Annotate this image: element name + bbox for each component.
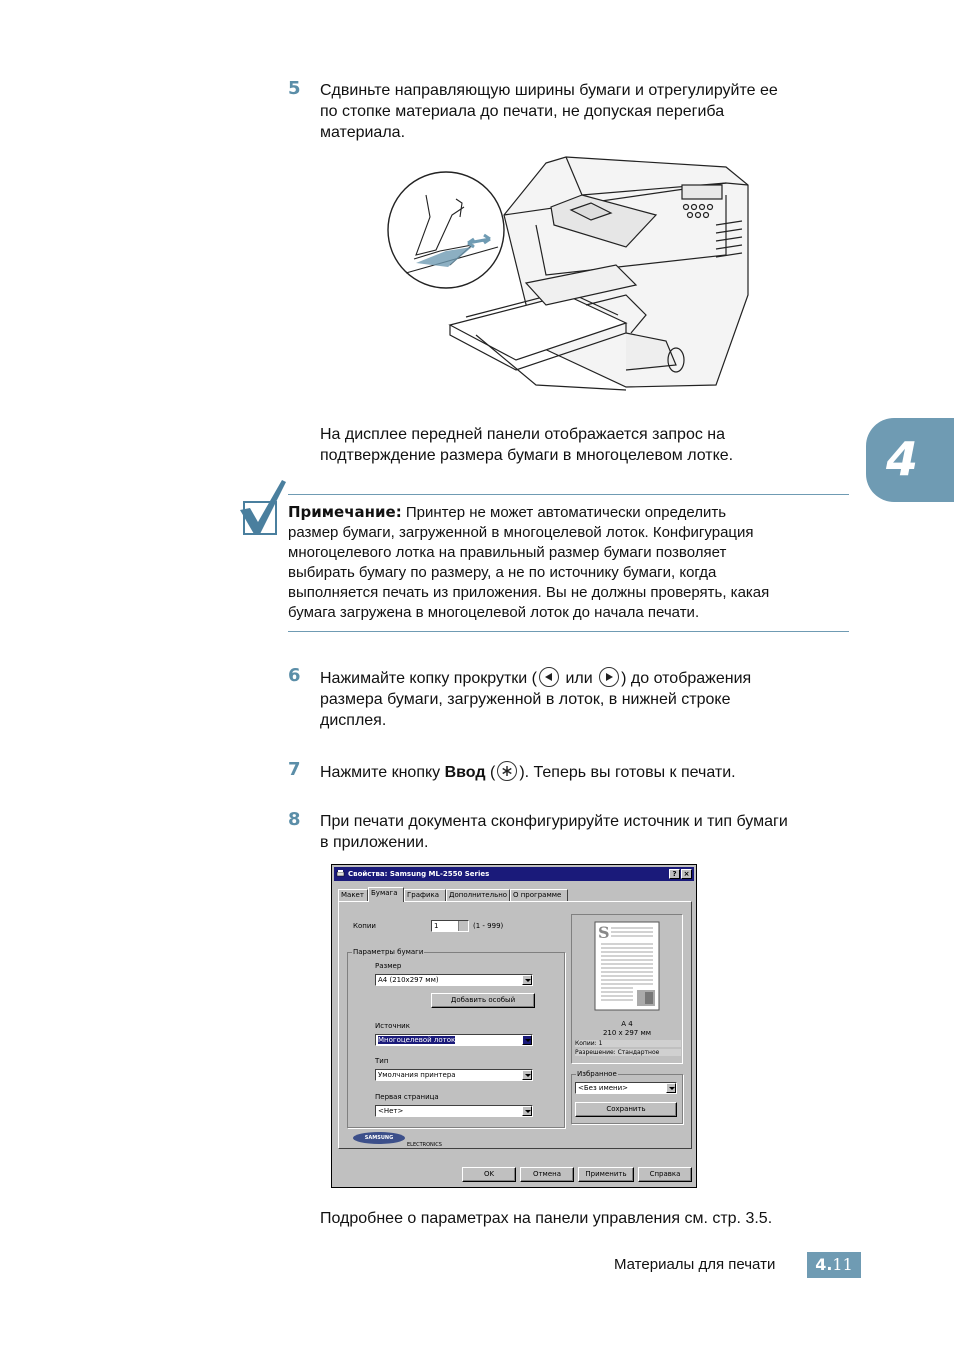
note-title: Примечание: [288, 503, 402, 521]
scroll-left-icon [539, 667, 559, 687]
text-line: размера бумаги, загруженной в лоток, в нижней строке [320, 691, 731, 708]
tab-paper[interactable]: Бумага [368, 887, 404, 902]
scroll-right-icon [599, 667, 619, 687]
display-prompt-text [320, 424, 733, 466]
step-7-text [320, 761, 736, 783]
type-value: Умолчания принтера [378, 1071, 456, 1079]
chapter-number: 4 [886, 432, 919, 486]
page-preview-icon [593, 920, 663, 1014]
spinner-icon[interactable] [458, 921, 468, 931]
step-number: 6 [288, 665, 301, 686]
step-number: 7 [288, 759, 301, 780]
printer-illustration [386, 155, 752, 400]
enter-key-label: Ввод [444, 764, 486, 781]
preview-copies: Копии: 1 [575, 1040, 681, 1047]
chapter-prefix: 4. [815, 1255, 833, 1274]
more-info-text: Подробнее о параметрах на панели управления см. стр. 3.5. [320, 1210, 773, 1227]
first-page-select[interactable] [375, 1105, 533, 1117]
text-line: подтверждение размера бумаги в многоцелевом лотке. [320, 447, 734, 464]
step-number: 8 [288, 809, 301, 830]
dialog-title-bar [334, 867, 694, 881]
favorites-value: <Без имени> [578, 1084, 629, 1092]
cancel-button[interactable]: Отмена [520, 1167, 574, 1182]
text-line: выбирать бумагу по размеру, а не по источнику бумаги, когда [288, 564, 717, 581]
text-line: материала. [320, 124, 406, 141]
first-page-label: Первая страница [375, 1093, 439, 1101]
step-6-text [320, 667, 751, 731]
preview-resolution: Разрешение: Стандартное [575, 1049, 681, 1056]
chapter-tab [866, 418, 954, 502]
text-segment: или [565, 670, 593, 687]
page-number-box [807, 1252, 861, 1278]
page-number: 11 [832, 1255, 853, 1274]
text-segment: ) до отображения [621, 670, 752, 687]
text-segment: Нажимайте копку прокрутки ( [320, 670, 538, 687]
text-line: размер бумаги, загруженной в многоцелевой лоток. Конфигурация [288, 524, 754, 541]
size-value: A4 (210x297 мм) [378, 976, 439, 984]
text-line: выполняется печать из приложения. Вы не должны проверять, какая [288, 584, 770, 601]
type-select[interactable] [375, 1069, 533, 1081]
dialog-title: Свойства: Samsung ML-2550 Series [348, 870, 490, 878]
paper-tab-panel [338, 901, 692, 1149]
checkmark-icon [236, 476, 288, 538]
text-line: многоцелевого лотка на правильный размер бумаги позволяет [288, 544, 727, 561]
text-segment: Нажмите кнопку [320, 764, 441, 781]
tab-graphics[interactable]: Графика [404, 889, 446, 901]
source-value: Многоцелевой лоток [378, 1036, 456, 1044]
text-line: бумага загружена в многоцелевой лоток до начала печати. [288, 604, 700, 621]
enter-star-icon [497, 761, 517, 781]
printer-properties-dialog [331, 864, 697, 1188]
copies-label: Копии [353, 922, 376, 930]
close-icon[interactable]: × [681, 869, 692, 879]
copies-range: (1 - 999) [473, 922, 504, 930]
group-caption: Избранное [577, 1070, 617, 1078]
text-line: дисплея. [320, 712, 387, 729]
text-line: в приложении. [320, 834, 429, 851]
ok-button[interactable]: OK [462, 1167, 516, 1182]
type-label: Тип [375, 1057, 389, 1065]
text-line: по стопке материала до печати, не допуская перегиба [320, 103, 725, 120]
printer-icon [336, 869, 345, 878]
copies-input[interactable] [431, 920, 469, 932]
note-top-rule [288, 494, 849, 495]
preview-size: A 4 [621, 1020, 633, 1028]
svg-text:S: S [598, 923, 610, 942]
step-number: 5 [288, 78, 301, 99]
text-segment: ( [489, 764, 496, 781]
chevron-down-icon [522, 975, 532, 985]
samsung-logo: SAMSUNG [353, 1132, 405, 1144]
tab-advanced[interactable]: Дополнительно [446, 889, 510, 901]
apply-button[interactable]: Применить [578, 1167, 634, 1182]
first-page-value: <Нет> [378, 1107, 404, 1115]
preview-dims: 210 x 297 мм [602, 1029, 652, 1037]
chevron-down-icon [666, 1083, 676, 1093]
size-select[interactable] [375, 974, 533, 986]
group-caption: Параметры бумаги [353, 948, 424, 956]
favorites-select[interactable] [575, 1082, 677, 1094]
chevron-down-icon [522, 1070, 532, 1080]
text-segment: ). Теперь вы готовы к печати. [519, 764, 736, 781]
chevron-down-icon [522, 1106, 532, 1116]
step-5-text [320, 80, 778, 143]
note-block [288, 502, 769, 623]
text-line: Сдвиньте направляющую ширины бумаги и отрегулируйте ее [320, 82, 778, 99]
save-button[interactable]: Сохранить [575, 1102, 677, 1117]
note-bottom-rule [288, 631, 849, 632]
text-line: На дисплее передней панели отображается запрос на [320, 426, 726, 443]
brand-subtitle: ELECTRONICS [407, 1142, 442, 1148]
help-button[interactable]: Справка [638, 1167, 692, 1182]
text-line: При печати документа сконфигурируйте источник и тип бумаги [320, 813, 788, 830]
text-line: Принтер не может автоматически определить [405, 504, 727, 521]
copies-value: 1 [434, 922, 439, 930]
size-label: Размер [375, 962, 402, 970]
chevron-down-icon [522, 1035, 532, 1045]
step-8-text [320, 811, 788, 853]
add-custom-button[interactable]: Добавить особый [431, 993, 535, 1008]
help-icon[interactable]: ? [669, 869, 680, 879]
tab-layout[interactable]: Макет [338, 889, 368, 901]
source-label: Источник [375, 1022, 410, 1030]
footer-section-title: Материалы для печати [614, 1256, 776, 1273]
tab-about[interactable]: О программе [510, 889, 568, 901]
source-select[interactable] [375, 1034, 533, 1046]
